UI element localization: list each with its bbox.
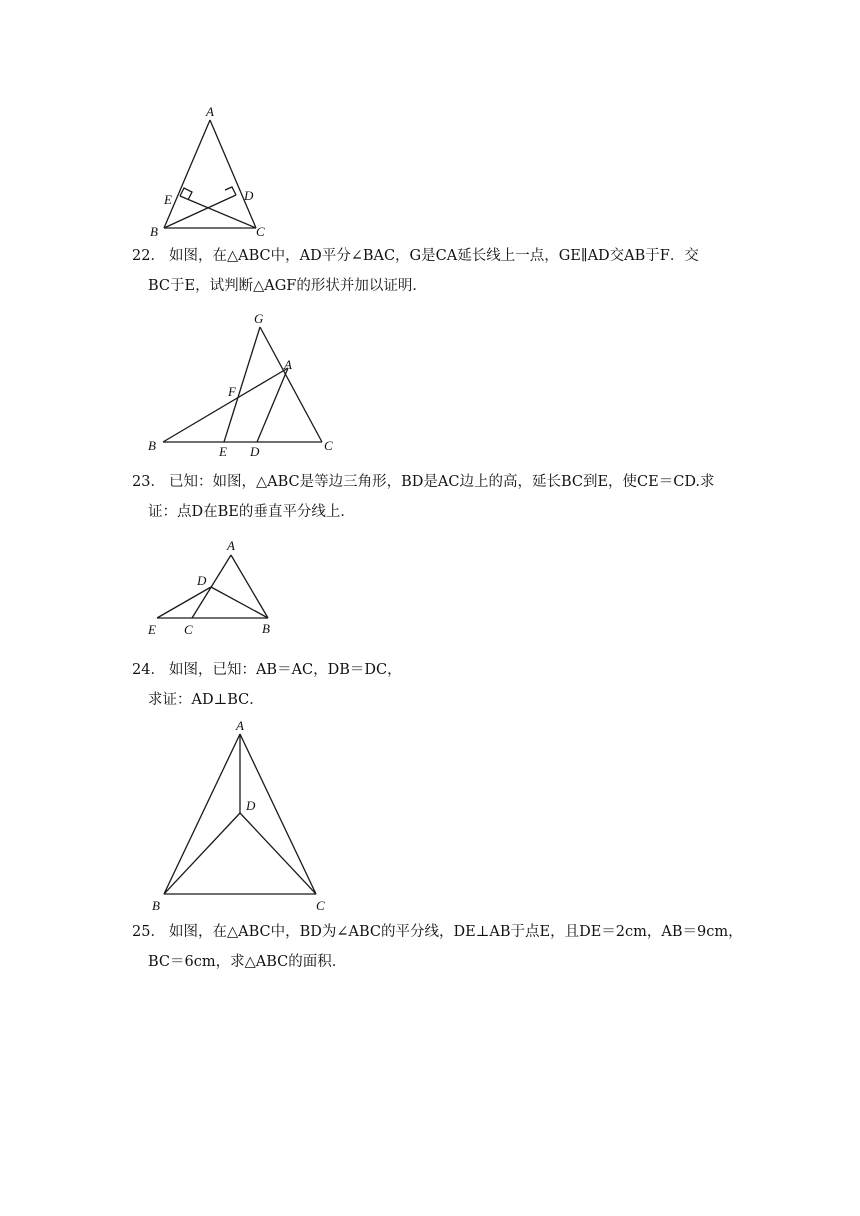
label-a: A xyxy=(206,104,214,119)
label-d: D xyxy=(244,188,254,203)
question-text-line1: 如图，已知：AB＝AC，DB＝DC， xyxy=(168,662,402,678)
question-23 xyxy=(132,467,752,527)
right-angle-mark-d xyxy=(225,187,236,195)
segment-bd xyxy=(164,195,236,228)
label-c: C xyxy=(184,622,193,637)
question-number: 22． xyxy=(132,248,165,264)
label-a: A xyxy=(284,357,292,372)
label-d: D xyxy=(250,444,260,459)
label-b: B xyxy=(148,438,156,453)
question-text-line1: 如图，在△ABC中，BD为∠ABC的平分线，DE⊥AB于点E，且DE＝2cm，AB＝9cm， xyxy=(168,924,743,940)
label-c: C xyxy=(316,898,325,913)
question-text-line2: 证：点D在BE的垂直平分线上． xyxy=(148,504,355,520)
label-e: E xyxy=(219,444,227,459)
label-g: G xyxy=(254,311,264,326)
question-22 xyxy=(132,241,752,301)
figure-isosceles-inner-point xyxy=(140,710,340,920)
question-text-line2: BC＝6cm，求△ABC的面积． xyxy=(148,954,347,970)
question-text-line1: 已知：如图，△ABC是等边三角形，BD是AC边上的高，延长BC到E，使CE＝CD.求 xyxy=(168,474,715,490)
figure-equilateral-perpendicular-bisector xyxy=(140,535,290,640)
label-c: C xyxy=(324,438,333,453)
question-text-line1: 如图，在△ABC中，AD平分∠BAC，G是CA延长线上一点，GE∥AD交AB于F．交 xyxy=(168,248,699,264)
segment-gc xyxy=(260,327,322,442)
question-text-line2: 求证：AD⊥BC． xyxy=(148,692,264,708)
question-number: 25． xyxy=(132,924,165,940)
question-25 xyxy=(132,917,752,977)
label-d: D xyxy=(246,798,256,813)
segment-db xyxy=(164,813,240,894)
label-a: A xyxy=(227,538,235,553)
segment-ac xyxy=(240,734,316,894)
label-b: B xyxy=(262,621,270,636)
question-number: 24． xyxy=(132,662,165,678)
segment-ba xyxy=(163,368,288,442)
figure-angle-bisector-parallel xyxy=(140,305,360,465)
label-c: C xyxy=(256,224,265,239)
question-24 xyxy=(132,655,752,715)
question-text-line2: BC于E，试判断△AGF的形状并加以证明． xyxy=(148,278,427,294)
segment-de xyxy=(157,587,211,618)
label-f: F xyxy=(228,384,236,399)
label-b: B xyxy=(150,224,158,239)
question-number: 23． xyxy=(132,474,165,490)
segment-ad xyxy=(257,368,288,442)
label-a: A xyxy=(236,718,244,733)
label-e: E xyxy=(164,192,172,207)
label-d: D xyxy=(197,573,207,588)
label-e: E xyxy=(148,622,156,637)
label-b: B xyxy=(152,898,160,913)
segment-ab xyxy=(164,734,240,894)
segment-ab xyxy=(164,120,210,228)
figure-isosceles-altitudes xyxy=(140,100,290,240)
segment-dc xyxy=(240,813,316,894)
